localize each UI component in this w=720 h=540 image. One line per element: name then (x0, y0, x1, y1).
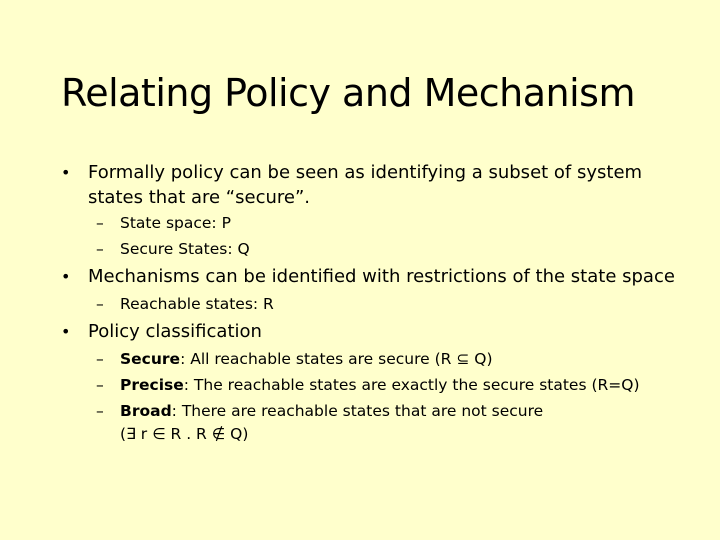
bullet-1-text-line1: Formally policy can be seen as identifying a subset of system (88, 162, 643, 183)
sub-bullet-text: : All reachable states are secure (R ⊆ Q) (180, 350, 493, 368)
bullet-2 (61, 265, 675, 289)
sub-bullet-broad-cont (120, 421, 248, 447)
sub-bullet-text: Secure States: Q (120, 240, 250, 258)
sub-bullet-secure (96, 346, 493, 372)
dash-marker: – (96, 240, 104, 258)
sub-bullet-reachable-states (96, 291, 274, 317)
slide-title: Relating Policy and Mechanism (61, 71, 635, 115)
sub-bullet-secure-states (96, 236, 250, 262)
formula: (∃ r ∈ R . R ∉ Q) (120, 425, 249, 443)
sub-bullet-text: : The reachable states are exactly the secure states (R=Q) (183, 376, 640, 394)
bullet-marker: • (61, 322, 71, 341)
term-precise: Precise (120, 376, 184, 394)
sub-bullet-text: State space: P (120, 214, 231, 232)
term-broad: Broad (120, 402, 172, 420)
bullet-1-cont (88, 186, 310, 210)
bullet-marker: • (61, 163, 71, 182)
sub-bullet-text: Reachable states: R (120, 295, 274, 313)
bullet-marker: • (61, 267, 71, 286)
dash-marker: – (96, 350, 104, 368)
bullet-1-text-line2: states that are “secure”. (88, 187, 311, 208)
sub-bullet-precise (96, 372, 640, 398)
dash-marker: – (96, 402, 104, 420)
term-secure: Secure (120, 350, 181, 368)
dash-marker: – (96, 376, 104, 394)
bullet-1 (61, 161, 643, 185)
bullet-3 (61, 320, 262, 344)
bullet-3-text: Policy classification (88, 321, 262, 342)
sub-bullet-state-space (96, 210, 231, 236)
dash-marker: – (96, 214, 104, 232)
sub-bullet-text: : There are reachable states that are not secure (171, 402, 544, 420)
dash-marker: – (96, 295, 104, 313)
bullet-2-text: Mechanisms can be identified with restrictions of the state space (88, 266, 675, 287)
